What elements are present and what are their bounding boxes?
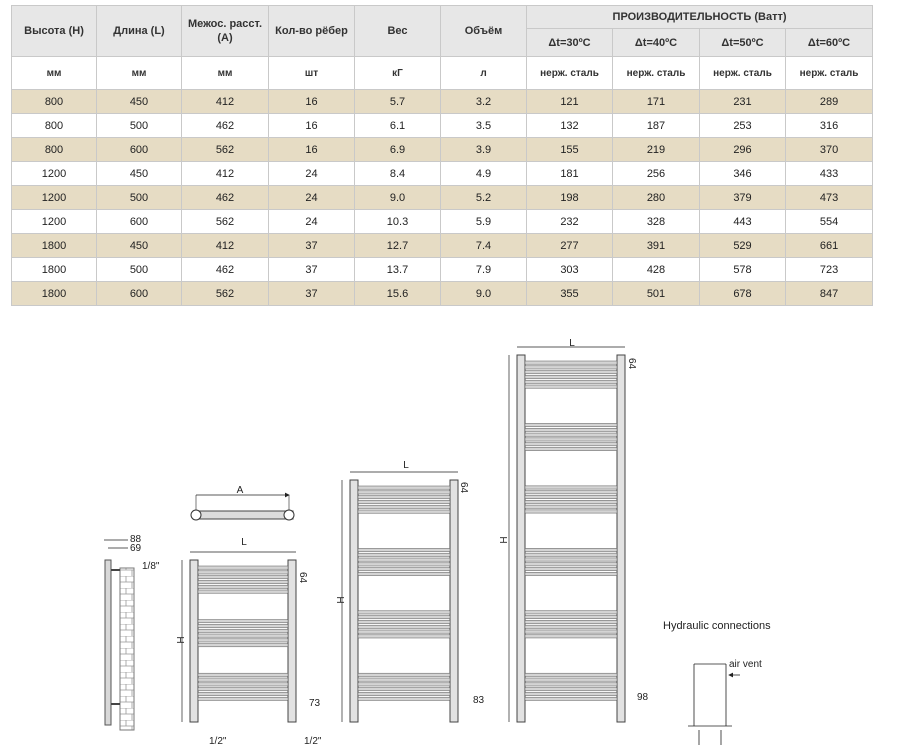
radiator-bar (358, 611, 450, 614)
table-cell: 37 (269, 282, 355, 306)
radiator-bar (198, 673, 288, 676)
large-dim-bottom: 98 (637, 692, 649, 703)
table-cell: 328 (613, 210, 700, 234)
hydraulic-connections (663, 620, 771, 745)
table-cell: 198 (527, 186, 613, 210)
table-cell: 1200 (12, 210, 97, 234)
radiator-bar (525, 625, 617, 628)
radiator-bar (525, 568, 617, 571)
table-cell: 231 (700, 90, 786, 114)
large-dim-l: L (569, 338, 575, 349)
unit-cell: шт (269, 57, 355, 90)
table-cell: 661 (786, 234, 873, 258)
table-cell: 562 (182, 138, 269, 162)
radiator-bar (525, 611, 617, 614)
table-cell: 391 (613, 234, 700, 258)
radiator-rail-right (617, 355, 625, 722)
header-dt50: Δt=50ºC (700, 29, 786, 57)
table-cell: 4.9 (441, 162, 527, 186)
table-cell: 800 (12, 114, 97, 138)
table-cell: 253 (700, 114, 786, 138)
small-pipe-right: 1/2" (304, 736, 322, 747)
table-cell: 3.5 (441, 114, 527, 138)
radiator-small (176, 537, 322, 747)
table-cell: 562 (182, 210, 269, 234)
small-dim-bottom: 73 (309, 698, 321, 709)
table-cell: 450 (97, 162, 182, 186)
table-cell: 723 (786, 258, 873, 282)
table-cell: 1200 (12, 162, 97, 186)
radiator-bar (525, 510, 617, 513)
radiator-bar (358, 678, 450, 681)
table-row (12, 234, 873, 258)
radiator-bar (358, 486, 450, 489)
small-pipe-left: 1/2" (209, 736, 227, 747)
radiator-bar (198, 644, 288, 647)
table-cell: 370 (786, 138, 873, 162)
table-cell: 277 (527, 234, 613, 258)
top-bar (193, 511, 293, 519)
radiator-medium (336, 460, 485, 722)
table-cell: 5.7 (355, 90, 441, 114)
table-cell: 554 (786, 210, 873, 234)
unit-cell: мм (97, 57, 182, 90)
radiator-bar (198, 683, 288, 686)
header-ribs: Кол-во рёбер (269, 6, 355, 57)
table-cell: 433 (786, 162, 873, 186)
table-row (12, 114, 873, 138)
radiator-bar (358, 572, 450, 575)
table-cell: 500 (97, 186, 182, 210)
radiator-bar (358, 673, 450, 676)
table-cell: 3.9 (441, 138, 527, 162)
medium-dim-top: 64 (458, 482, 469, 494)
table-cell: 16 (269, 90, 355, 114)
table-cell: 10.3 (355, 210, 441, 234)
radiator-bar (198, 620, 288, 623)
radiator-bar (358, 635, 450, 638)
table-cell: 296 (700, 138, 786, 162)
table-cell: 132 (527, 114, 613, 138)
table-cell: 155 (527, 138, 613, 162)
table-cell: 187 (613, 114, 700, 138)
header-spacing: Межос. расст. (A) (182, 6, 269, 57)
table-cell: 15.6 (355, 282, 441, 306)
header-volume: Объём (441, 6, 527, 57)
unit-cell: л (441, 57, 527, 90)
table-cell: 7.9 (441, 258, 527, 282)
hydraulic-title: Hydraulic connections (663, 620, 771, 632)
radiator-bar (198, 688, 288, 691)
radiator-bar (358, 630, 450, 633)
table-cell: 346 (700, 162, 786, 186)
radiator-bar (358, 558, 450, 561)
table-cell: 379 (700, 186, 786, 210)
radiator-bar (525, 375, 617, 378)
radiator-bar (525, 486, 617, 489)
table-cell: 121 (527, 90, 613, 114)
table-cell: 600 (97, 210, 182, 234)
table-cell: 3.2 (441, 90, 527, 114)
radiator-bar (358, 616, 450, 619)
side-dim-88: 88 (130, 534, 142, 545)
spec-table (11, 5, 873, 306)
table-cell: 24 (269, 210, 355, 234)
table-cell: 9.0 (355, 186, 441, 210)
table-cell: 280 (613, 186, 700, 210)
table-cell: 5.9 (441, 210, 527, 234)
unit-cell: мм (12, 57, 97, 90)
radiator-bar (525, 371, 617, 374)
table-cell: 1800 (12, 258, 97, 282)
radiator-bar (525, 433, 617, 436)
table-cell: 462 (182, 258, 269, 282)
radiator-bar (525, 635, 617, 638)
table-cell: 316 (786, 114, 873, 138)
radiator-bar (358, 548, 450, 551)
table-cell: 800 (12, 138, 97, 162)
radiator-drawings (0, 320, 897, 751)
radiator-bar (358, 491, 450, 494)
header-length: Длина (L) (97, 6, 182, 57)
radiator-bar (198, 576, 288, 579)
table-cell: 529 (700, 234, 786, 258)
radiator-bar (358, 496, 450, 499)
table-cell: 578 (700, 258, 786, 282)
radiator-bar (198, 678, 288, 681)
radiator-rail-left (190, 560, 198, 722)
radiator-bar (358, 563, 450, 566)
radiator-bar (525, 443, 617, 446)
table-cell: 847 (786, 282, 873, 306)
table-cell: 412 (182, 234, 269, 258)
radiator-rail-left (350, 480, 358, 722)
radiator-bar (198, 629, 288, 632)
radiator-bar (525, 548, 617, 551)
header-weight: Вес (355, 6, 441, 57)
header-dt30: Δt=30ºC (527, 29, 613, 57)
radiator-bar (198, 580, 288, 583)
radiator-bar (358, 553, 450, 556)
table-cell: 232 (527, 210, 613, 234)
top-view (191, 485, 294, 520)
radiator-bar (525, 692, 617, 695)
units-row (12, 57, 873, 90)
table-row (12, 162, 873, 186)
header-dt40: Δt=40ºC (613, 29, 700, 57)
table-cell: 24 (269, 162, 355, 186)
table-cell: 171 (613, 90, 700, 114)
radiator-bar (525, 673, 617, 676)
radiator-bar (198, 634, 288, 637)
table-cell: 256 (613, 162, 700, 186)
unit-cell: нерж. сталь (527, 57, 613, 90)
table-cell: 9.0 (441, 282, 527, 306)
header-dt60: Δt=60ºC (786, 29, 873, 57)
table-row (12, 258, 873, 282)
radiator-bar (525, 558, 617, 561)
radiator-bar (525, 688, 617, 691)
unit-cell: нерж. сталь (700, 57, 786, 90)
air-vent-label: air vent (729, 659, 762, 670)
side-view (104, 534, 160, 730)
top-dim-a: A (236, 485, 244, 496)
side-thread: 1/8" (142, 561, 160, 572)
radiator-bar (198, 697, 288, 700)
table-cell: 37 (269, 258, 355, 282)
table-cell: 412 (182, 90, 269, 114)
radiator-bar (198, 590, 288, 593)
table-cell: 462 (182, 186, 269, 210)
table-cell: 37 (269, 234, 355, 258)
table-cell: 12.7 (355, 234, 441, 258)
large-dim-h: H (499, 536, 510, 544)
radiator-large (499, 338, 649, 722)
unit-cell: мм (182, 57, 269, 90)
radiator-bar (525, 366, 617, 369)
radiator-bar (525, 678, 617, 681)
side-rail (105, 560, 111, 725)
table-cell: 5.2 (441, 186, 527, 210)
table-cell: 450 (97, 234, 182, 258)
medium-dim-bottom: 83 (473, 695, 485, 706)
radiator-bar (358, 510, 450, 513)
table-cell: 443 (700, 210, 786, 234)
wall-brick (120, 568, 134, 730)
table-cell: 600 (97, 138, 182, 162)
table-cell: 303 (527, 258, 613, 282)
small-dim-h: H (176, 636, 187, 644)
radiator-bar (525, 361, 617, 364)
radiator-bar (525, 697, 617, 700)
radiator-bar (358, 620, 450, 623)
table-cell: 501 (613, 282, 700, 306)
header-height: Высота (H) (12, 6, 97, 57)
radiator-bar (525, 505, 617, 508)
radiator-bar (525, 620, 617, 623)
radiator-bar (198, 585, 288, 588)
unit-cell: нерж. сталь (786, 57, 873, 90)
table-cell: 16 (269, 114, 355, 138)
radiator-bar (525, 447, 617, 450)
table-cell: 13.7 (355, 258, 441, 282)
unit-cell: нерж. сталь (613, 57, 700, 90)
radiator-bar (525, 385, 617, 388)
radiator-bar (525, 572, 617, 575)
radiator-bar (358, 568, 450, 571)
table-cell: 462 (182, 114, 269, 138)
radiator-bar (525, 423, 617, 426)
table-cell: 181 (527, 162, 613, 186)
table-row (12, 90, 873, 114)
table-cell: 500 (97, 114, 182, 138)
radiator-bar (525, 563, 617, 566)
radiator-bar (358, 500, 450, 503)
radiator-bar (198, 624, 288, 627)
radiator-rail-right (288, 560, 296, 722)
radiator-bar (525, 491, 617, 494)
radiator-bar (525, 495, 617, 498)
table-cell: 678 (700, 282, 786, 306)
small-dim-l: L (241, 537, 247, 548)
radiator-bar (525, 616, 617, 619)
table-row (12, 282, 873, 306)
radiator-bar (358, 683, 450, 686)
medium-dim-h: H (336, 596, 347, 604)
table-row (12, 186, 873, 210)
table-cell: 473 (786, 186, 873, 210)
side-dim-69: 69 (130, 543, 142, 554)
small-dim-top: 64 (297, 572, 308, 584)
table-cell: 1800 (12, 234, 97, 258)
table-cell: 289 (786, 90, 873, 114)
large-dim-top: 64 (626, 358, 637, 370)
radiator-bar (525, 428, 617, 431)
table-cell: 219 (613, 138, 700, 162)
table-cell: 600 (97, 282, 182, 306)
table-cell: 16 (269, 138, 355, 162)
radiator-bar (198, 566, 288, 569)
radiator-bar (358, 688, 450, 691)
radiator-bar (525, 630, 617, 633)
medium-dim-l: L (403, 460, 409, 471)
radiator-bar (198, 692, 288, 695)
unit-cell: кГ (355, 57, 441, 90)
radiator-bar (525, 553, 617, 556)
table-row (12, 210, 873, 234)
table-row (12, 138, 873, 162)
table-cell: 450 (97, 90, 182, 114)
table-cell: 500 (97, 258, 182, 282)
table-cell: 7.4 (441, 234, 527, 258)
radiator-bar (525, 380, 617, 383)
radiator-bar (358, 692, 450, 695)
radiator-bar (525, 438, 617, 441)
table-cell: 6.9 (355, 138, 441, 162)
table-cell: 24 (269, 186, 355, 210)
table-body (12, 90, 873, 306)
radiator-bar (358, 697, 450, 700)
table-cell: 1800 (12, 282, 97, 306)
radiator-rail-right (450, 480, 458, 722)
radiator-bar (525, 500, 617, 503)
header-performance: ПРОИЗВОДИТЕЛЬНОСТЬ (Ватт) (527, 6, 873, 29)
table-cell: 428 (613, 258, 700, 282)
table-cell: 355 (527, 282, 613, 306)
table-cell: 6.1 (355, 114, 441, 138)
table-cell: 800 (12, 90, 97, 114)
radiator-bar (358, 625, 450, 628)
radiator-bar (198, 639, 288, 642)
radiator-rail-left (517, 355, 525, 722)
table-cell: 562 (182, 282, 269, 306)
radiator-bar (358, 505, 450, 508)
table-cell: 8.4 (355, 162, 441, 186)
radiator-bar (198, 571, 288, 574)
table-cell: 412 (182, 162, 269, 186)
radiator-bar (525, 683, 617, 686)
table-cell: 1200 (12, 186, 97, 210)
